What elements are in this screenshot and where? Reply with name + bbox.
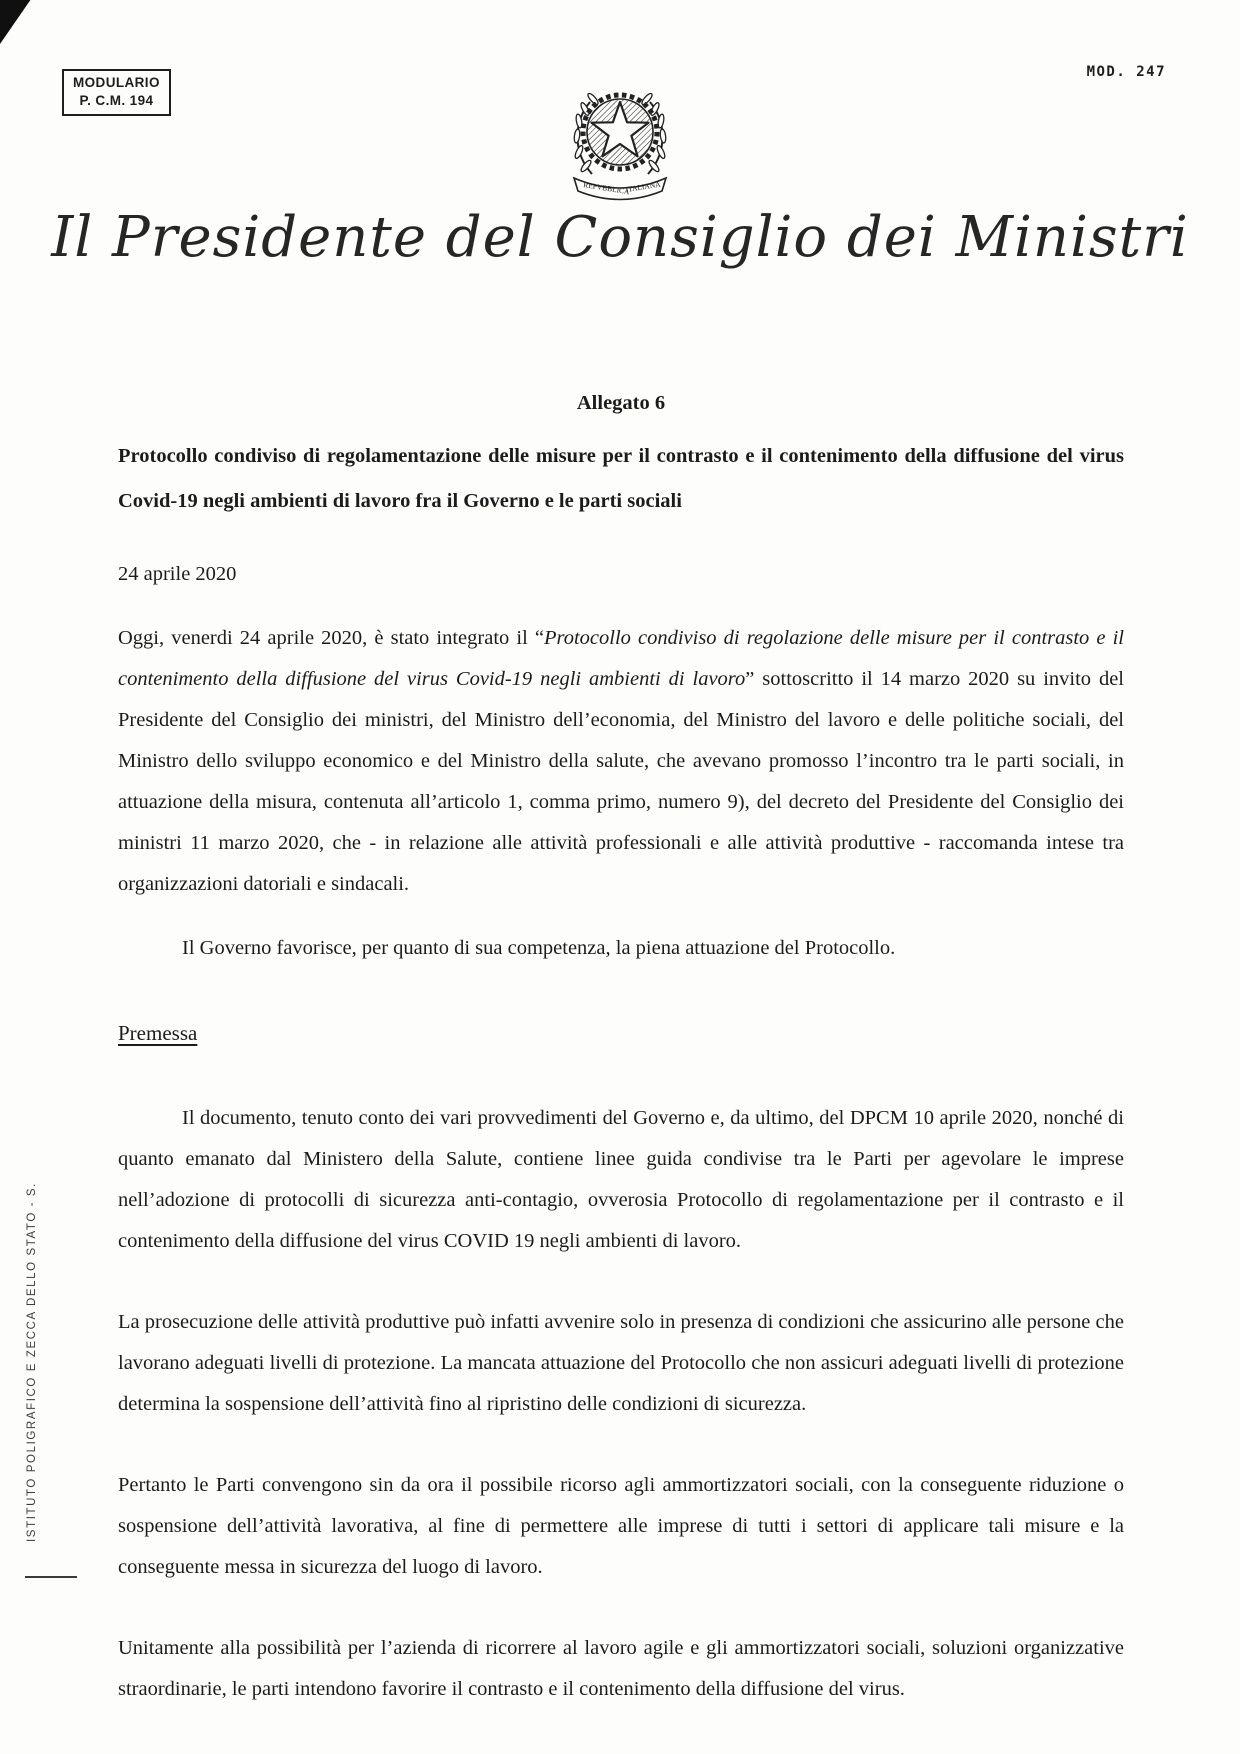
italian-republic-emblem-icon	[558, 80, 682, 211]
paragraph-prosecuzione: La prosecuzione delle attività produttive può infatti avvenire solo in presenza di condizioni che assicurino alle persone che lavorano adeguati livelli di protezione. La mancata attuazione del Protocollo che non assicuri adeguati livelli di protezione determina la sospensione dell’attività fino al ripristino delle condizioni di sicurezza.	[118, 1311, 1124, 1415]
allegato-heading: Allegato 6	[576, 392, 666, 414]
document-date: 24 aprile 2020	[118, 563, 237, 585]
paragraph-unitamente: Unitamente alla possibilità per l’azienda di ricorrere al lavoro agile e gli ammortizzatori sociali, soluzioni organizzative straordinarie, le parti intendono favorire il contrasto e il contenimento della diffusione del virus.	[118, 1637, 1124, 1700]
document-title: Protocollo condiviso di regolamentazione delle misure per il contrasto e il contenimento della diffusione del virus Covid-19 negli ambienti di lavoro fra il Governo e le parti sociali	[118, 445, 1124, 512]
emblem-ribbon-text-left: REPVBBLICA	[582, 180, 631, 197]
mod-number: MOD. 247	[1086, 64, 1166, 80]
paragraph-integration	[118, 618, 1124, 905]
letterhead-script-title: Il Presidente del Consiglio dei Ministri	[51, 205, 1189, 270]
paragraph-documento: Il documento, tenuto conto dei vari provvedimenti del Governo e, da ultimo, del DPCM 10 aprile 2020, nonché di quanto emanato dal Ministero della Salute, contiene linee guida condivise tra le Parti per agevolare le imprese nell’adozione di protocolli di sicurezza anti-contagio, ovverosia Protocollo di regolamentazione per il contrasto e il contenimento della diffusione del virus COVID 19 negli ambienti di lavoro.	[118, 1107, 1124, 1252]
modulario-line2: P. C.M. 194	[79, 93, 154, 109]
premessa-heading: Premessa	[118, 1021, 198, 1045]
modulario-line1: MODULARIO	[73, 75, 160, 90]
paragraph-integration-protocol-title: Protocollo condiviso di regolazione delle misure per il contrasto e il contenimento della diffusione del virus Covid-19 negli ambienti di lavoro	[118, 627, 1124, 690]
paragraph-integration-post: ” sottoscritto il 14 marzo 2020 su invito del Presidente del Consiglio dei ministri, del Ministro dell’economia, del Ministro del lavoro e delle politiche sociali, del Ministro dello sviluppo economico e del Ministro della salute, che avevano promosso l’incontro tra le parti sociali, in attuazione della misura, contenuta all’articolo 1, comma primo, numero 9), del decreto del Presidente del Consiglio dei ministri 11 marzo 2020, che - in relazione alle attività professionali e alle attività produttive - raccomanda intese tra organizzazioni datoriali e sindacali.	[118, 668, 1125, 895]
paragraph-integration-pre: Oggi, venerdi 24 aprile 2020, è stato integrato il “	[118, 627, 544, 649]
paragraph-pertanto: Pertanto le Parti convengono sin da ora il possibile ricorso agli ammortizzatori sociali, con la conseguente riduzione o sospensione dell’attività lavorativa, al fine di permettere alle imprese di tutti i settori di applicare tali misure e la conseguente messa in sicurezza del luogo di lavoro.	[118, 1474, 1124, 1578]
modulario-stamp	[62, 69, 171, 116]
margin-dash	[25, 1576, 77, 1578]
document-body	[118, 388, 1124, 1710]
emblem-ribbon-text-right: ITALIANA	[624, 179, 662, 194]
scan-corner-mark	[0, 0, 38, 44]
printer-credit-vertical-text: ISTITUTO POLIGRAFICO E ZECCA DELLO STATO - S.	[26, 1182, 38, 1542]
paragraph-governo: Il Governo favorisce, per quanto di sua competenza, la piena attuazione del Protocollo.	[182, 937, 896, 959]
